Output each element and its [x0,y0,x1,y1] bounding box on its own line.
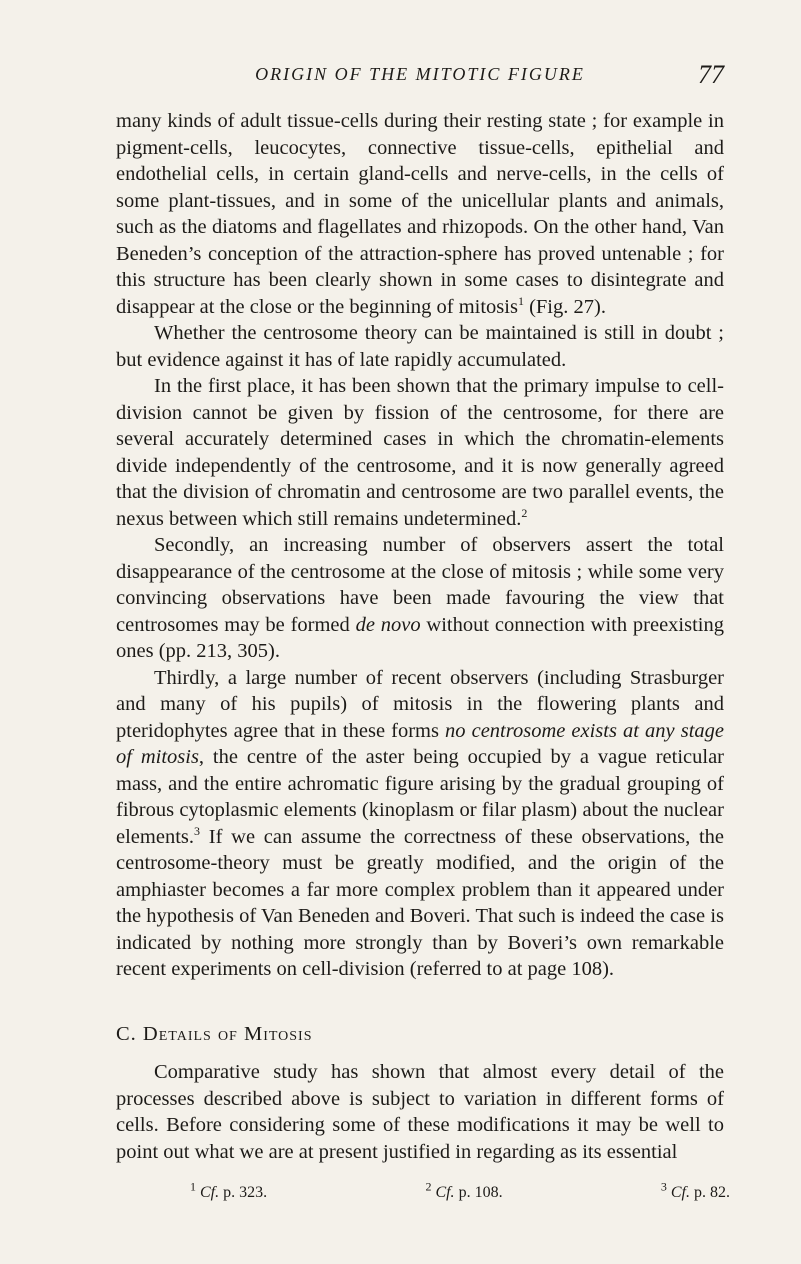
section-heading: C. Details of Mitosis [116,1022,313,1045]
running-title: ORIGIN OF THE MITOTIC FIGURE [255,64,585,84]
paragraph-1: many kinds of adult tissue-cells during their resting state ; for example in pigment-cells, leucocytes, connective tissue-cells, epithelial and endothelial cells, in certain gland-cells and nerve-cells, in the cells of some plant-tissues, and in some of the unicellular plants and animals, such as the diatoms and flagellates and rhizopods. On the other hand, Van Beneden’s conception of the attraction-sphere has proved untenable ; for this structure has been clearly shown in some cases to disintegrate and disappear at the close or the beginning of mitosis$^1$ (Fig. 27). [116,110,724,318]
footnote-2: $^2$ Cf. p. 108. [425,1179,503,1201]
paragraph-5: Thirdly, a large number of recent observers (including Strasburger and many of his pupils) of mitosis in the flowering plants and pteridophytes agree that in these forms no centrosome exists at any stage of mitosis, the centre of the aster being occupied by a vague reticular mass, and the entire achromatic figure arising by the gradual grouping of fibrous cytoplasmic elements (kinoplasm or filar plasm) about the nuclear elements.$^3$ If we can assume the correctness of these observations, the centrosome-theory must be greatly modified, and the origin of the amphiaster becomes a far more complex problem than it appeared under the hypothesis of Van Beneden and Boveri. That such is indeed the case is indicated by nothing more strongly than by Boveri’s own remarkable recent experiments on cell-division (referred to at page 108). [116,666,724,980]
page-number: 77 [698,60,724,89]
running-head [116,60,724,100]
body-text [116,108,724,1165]
paragraph-4: Secondly, an increasing number of observers assert the total disappearance of the centrosome at the close of mitosis ; while some very convincing observations have been made favouring the view that centrosomes may be formed de novo without connection with preexisting ones (pp. 213, 305). [116,534,724,662]
footnote-ref-3: 3 [194,823,200,838]
italic-de-novo: de novo [355,613,421,636]
footnotes [190,1179,730,1202]
paragraph-6: Comparative study has shown that almost every detail of the processes described above is subject to variation in different forms of cells. Before considering some of these modifications it may be well to point out what we are at present justified in regarding as its essential [116,1061,724,1163]
paragraph-2: Whether the centrosome theory can be maintained is still in doubt ; but evidence against it has of late rapidly accumulated. [116,322,724,371]
italic-no-centrosome: no centrosome exists at any stage of mitosis [116,719,724,768]
paragraph-3: In the first place, it has been shown that the primary impulse to cell-division cannot be given by fission of the centrosome, for there are several accurately determined cases in which the chromatin-elements divide independently of the centrosome, and it is now generally agreed that the division of chromatin and centrosome are two parallel events, the nexus between which still remains undetermined.$^2$ [116,375,724,530]
footnote-1: $^1$ Cf. p. 323. [190,1179,268,1201]
footnote-ref-2: 2 [521,505,528,520]
footnote-3: $^3$ Cf. p. 82. [660,1179,730,1201]
footnote-ref-1: 1 [517,293,524,308]
